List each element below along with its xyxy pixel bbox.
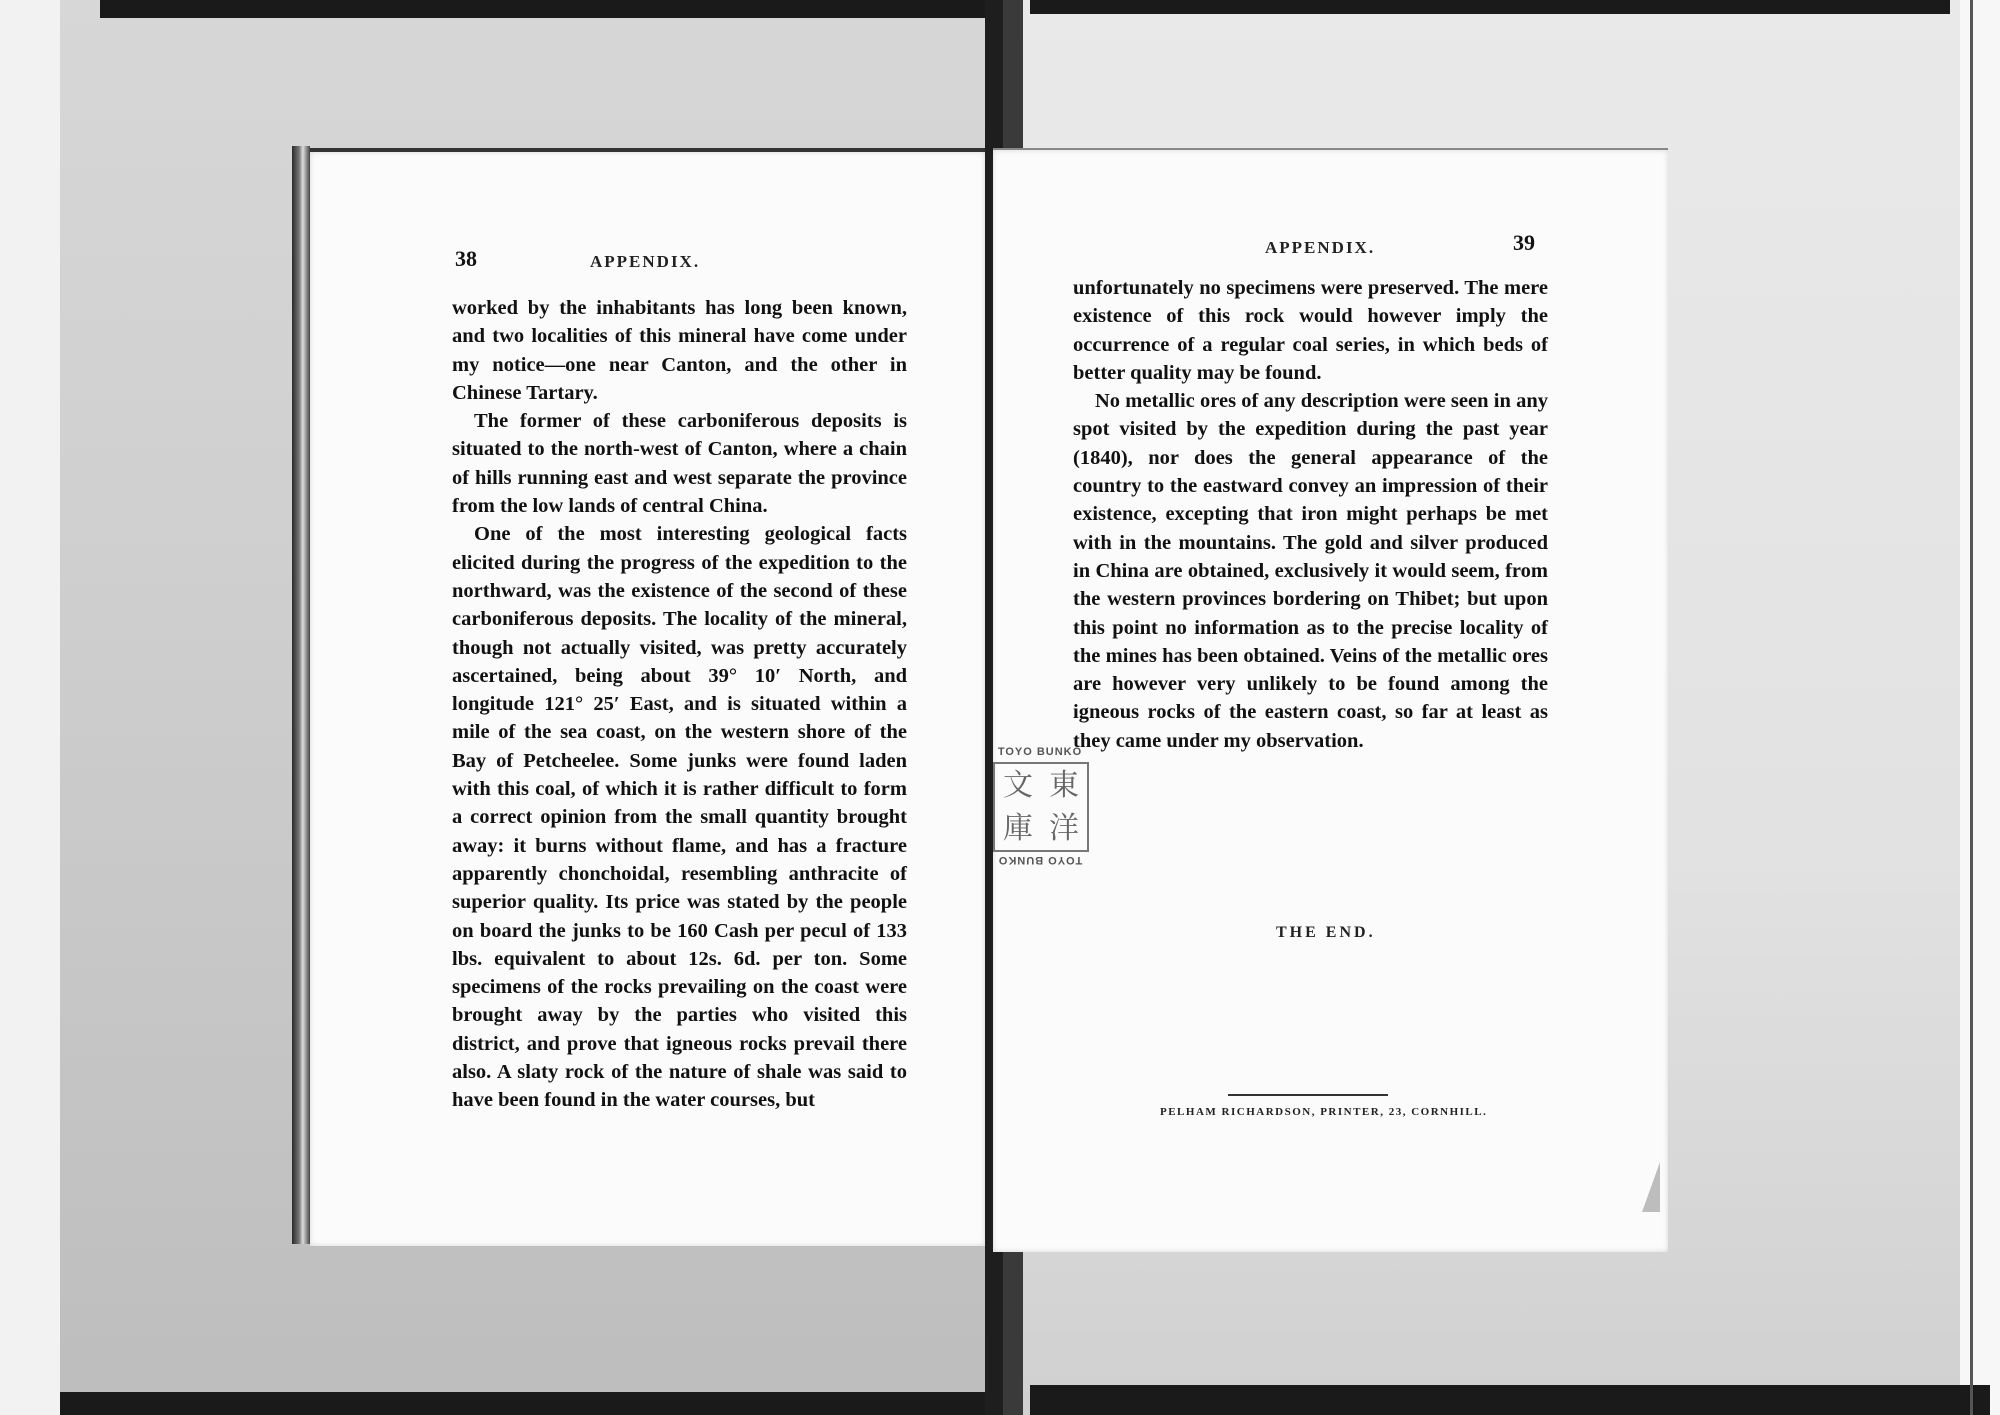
- right-page: [993, 148, 1668, 1252]
- the-end: THE END.: [1276, 924, 1376, 941]
- scan-margin-right: [1960, 0, 2000, 1415]
- paragraph: The former of these carboniferous deposits is situated to the north-west of Canton, where a chain of hills running east and west separate the province from the low lands of central China.: [452, 410, 907, 518]
- paragraph: unfortunately no specimens were preserved. The mere existence of this rock would however imply the occurrence of a regular coal series, in which beds of better quality may be found.: [1073, 277, 1548, 384]
- left-page: [310, 148, 985, 1246]
- stamp-glyph: 庫: [1003, 811, 1033, 846]
- running-header-right: APPENDIX.: [1265, 238, 1376, 257]
- book-cover-edge: [292, 146, 310, 1244]
- paragraph: One of the most interesting geological facts elicited during the progress of the expedition to the northward, was the existence of the second of these carboniferous deposits. The locality of the mineral, though not actually visited, was pretty accurately ascertained, being about 39° 10′ North, and longitude 121° 25′ East, and is situated within a mile of the sea coast, on the western shore of the Bay of Petcheelee. Some junks were found laden with this coal, of which it is rather difficult to form a correct opinion from the small quantity brought away: it burns without flame, and has a fracture apparently chonchoidal, resembling anthracite of superior quality. Its price was stated by the people on board the junks to be 160 Cash per pecul of 133 lbs. equivalent to about 12s. 6d. per ton. Some specimens of the rocks prevailing on the coast were brought away by the parties who visited this district, and prove that igneous rocks prevail there also. A slaty rock of the nature of shale was said to have been found in the water courses, but: [452, 523, 907, 1112]
- scan-border-top-left: [100, 0, 985, 18]
- scan-edge-line: [1970, 0, 1973, 1415]
- right-page-body: [1073, 274, 1548, 755]
- paragraph: worked by the inhabitants has long been known, and two localities of this mineral have come under my notice—one near Canton, and the other in Chinese Tartary.: [452, 297, 907, 404]
- scan-border-bottom-right: [1030, 1385, 1990, 1415]
- running-header-left: APPENDIX.: [590, 252, 701, 271]
- printer-imprint: PELHAM RICHARDSON, PRINTER, 23, CORNHILL.: [1160, 1106, 1488, 1118]
- scan-border-top-right: [1030, 0, 1950, 14]
- stamp-top-text: TOYO BUNKO: [997, 746, 1083, 758]
- stamp-seal: [993, 762, 1089, 852]
- scan-margin-left: [0, 0, 65, 1415]
- stamp-glyph: 洋: [1049, 811, 1079, 846]
- page-number-38: 38: [455, 246, 477, 271]
- scan-border-bottom-left: [60, 1392, 1020, 1415]
- stamp-glyph: 文: [1003, 768, 1033, 803]
- left-page-body: [452, 294, 907, 1115]
- paragraph: No metallic ores of any description were seen in any spot visited by the expedition during the past year (1840), nor does the general appearance of the country to the eastward convey an impression of their existence, excepting that iron might perhaps be met with in the mountains. The gold and silver produced in China are obtained, exclusively it would seem, from the western provinces bordering on Thibet; but upon this point no information as to the precise locality of the mines has been obtained. Veins of the metallic ores are however very unlikely to be found among the igneous rocks of the eastern coast, so far at least as they came under my observation.: [1073, 390, 1548, 752]
- page-number-39: 39: [1513, 230, 1535, 255]
- stamp-glyph: 東: [1049, 768, 1079, 803]
- colophon-rule: [1228, 1094, 1388, 1096]
- page-corner-fold: [1642, 1162, 1660, 1212]
- library-stamp: [985, 746, 1095, 866]
- stamp-bottom-text: TOYO BUNKO: [997, 854, 1083, 866]
